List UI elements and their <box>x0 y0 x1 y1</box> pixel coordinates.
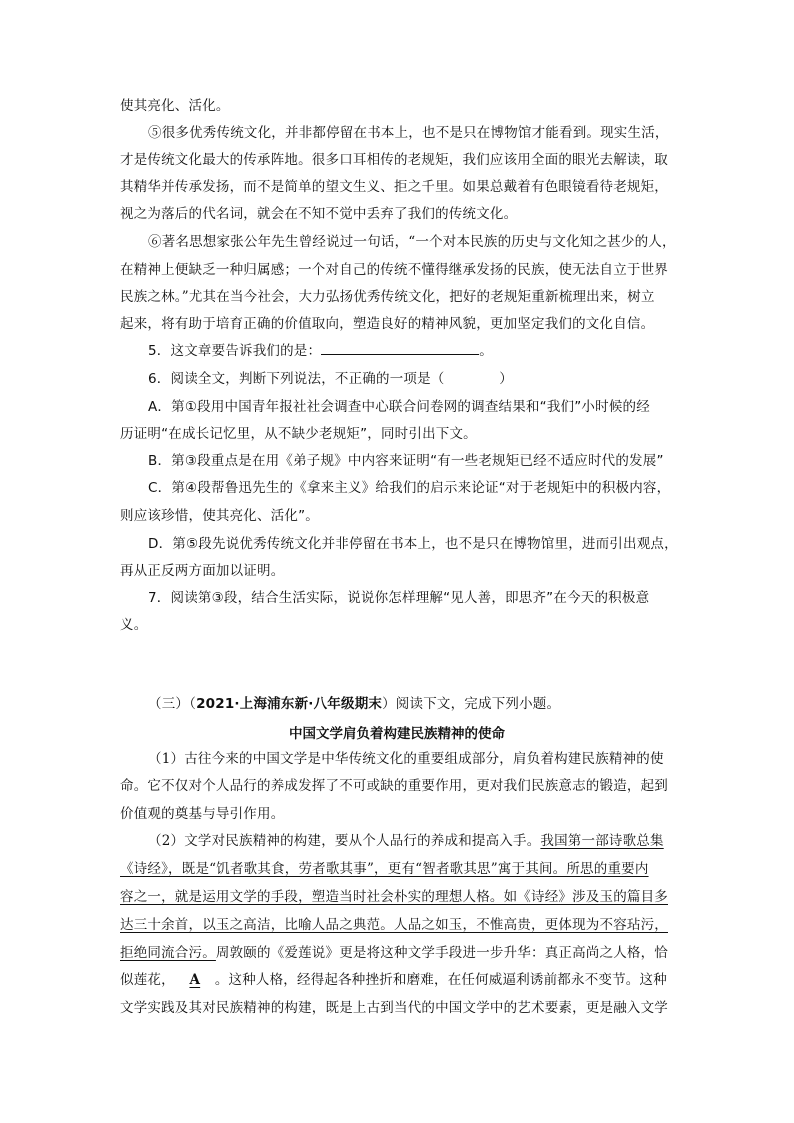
paragraph-2-line: 拒绝同流合污。周敦颐的《爱莲说》更是将这种文学手段进一步升华：真正高尚之人格，恰 <box>120 945 669 961</box>
paragraph-2-line: （2）文学对民族精神的构建，要从个人品行的养成和提高入手。我国第一部诗歌总集 <box>148 833 664 849</box>
passage-line: 使其亮化、活化。 <box>120 98 230 114</box>
paragraph-1-line: （1）古往今来的中国文学是中华传统文化的重要组成部分，肩负着构建民族精神的使 <box>148 751 664 767</box>
blank-a[interactable]: A <box>189 972 201 988</box>
paragraph-6-line: 在精神上便缺乏一种归属感；一个对自己的传统不懂得继承发扬的民族，使无法自立于世界 <box>120 262 668 278</box>
underlined-text: 容之一，就是运用文学的手段，塑造当时社会朴实的理想人格。如《诗经》涉及玉的篇目多 <box>120 889 668 905</box>
question-7-line: 7．阅读第③段，结合生活实际，说说你怎样理解“见人善，即思齐”在今天的积极意 <box>148 590 650 606</box>
source-tag: 2021·上海浦东新·八年级期末 <box>196 696 383 712</box>
underlined-text: 《诗经》，既是“饥者歌其食，劳者歌其事”，更有“智者歌其思”寓于其间。所思的重要内 <box>120 861 649 877</box>
underlined-text: 拒绝同流合污。 <box>120 945 216 961</box>
article-title: 中国文学肩负着构建民族精神的使命 <box>289 726 505 742</box>
paragraph-1-line: 价值观的奠基与导引作用。 <box>120 806 285 822</box>
paragraph-5-line: ⑤很多优秀传统文化，并非都停留在书本上，也不是只在博物馆才能看到。现实生活， <box>148 125 669 141</box>
option-a-line: A．第①段用中国青年报社社会调查中心联合问卷网的调查结果和“我们”小时候的经 <box>148 399 650 415</box>
paragraph-6-line: ⑥著名思想家张公年先生曾经说过一句话，“一个对本民族的历史与文化知之甚少的人， <box>148 234 676 250</box>
option-d-line: D．第⑤段先说优秀传统文化并非停留在书本上，也不是只在博物馆里，进而引出观点， <box>148 536 678 552</box>
option-c-line: 则应该珍惜，使其亮化、活化”。 <box>120 508 319 524</box>
paragraph-1-line: 命。它不仅对个人品行的养成发挥了不可或缺的重要作用，更对我们民族意志的锻造，起到 <box>120 778 668 794</box>
paragraph-5-line: 其精华并传承发扬，而不是简单的望文生义、拒之千里。如果总戴着有色眼镜看待老规矩， <box>120 179 668 195</box>
paragraph-5-line: 才是传统文化最大的传承阵地。很多口耳相传的老规矩，我们应该用全面的眼光去解读，取 <box>120 152 668 168</box>
underlined-text: 达三十余首，以玉之高洁，比喻人品之典范。人品之如玉，不惟高贵，更体现为不容玷污， <box>120 917 668 933</box>
paragraph-2-line: 似莲花， A 。这种人格，经得起各种挫折和磨难，在任何威逼利诱前都永不变节。这种 <box>120 972 667 988</box>
question-5: 5．这文章要告诉我们的是： 。 <box>148 343 493 359</box>
option-a-line: 历证明“在成长记忆里，从不缺少老规矩”，同时引出下文。 <box>120 426 477 442</box>
question-6: 6．阅读全文，判断下列说法，不正确的一项是（ ） <box>148 371 513 387</box>
option-b: B．第③段重点是在用《弟子规》中内容来证明“有一些老规矩已经不适应时代的发展” <box>148 453 664 469</box>
question-5-text: 5．这文章要告诉我们的是： <box>148 343 322 359</box>
underlined-text: 我国第一部诗歌总集 <box>540 833 664 849</box>
option-c-line: C．第④段帮鲁迅先生的《拿来主义》给我们的启示来论证“对于老规矩中的积极内容， <box>148 480 671 496</box>
section-header: （三）（2021·上海浦东新·八年级期末）阅读下文，完成下列小题。 <box>148 696 561 712</box>
paragraph-2-line: 文学实践及其对民族精神的构建，既是上古到当代的中国文学中的艺术要素，更是融入文学 <box>120 1000 668 1016</box>
paragraph-5-line: 视之为落后的代名词，就会在不知不觉中丢弃了我们的传统文化。 <box>120 206 518 222</box>
option-d-line: 再从正反两方面加以证明。 <box>120 563 285 579</box>
paragraph-6-line: 民族之林。”尤其在当今社会，大力弘扬优秀传统文化，把好的老规矩重新梳理出来，树立 <box>120 289 655 305</box>
question-7-line: 义。 <box>120 617 148 633</box>
paragraph-6-line: 起来，将有助于培育正确的价值取向，塑造良好的精神风貌，更加坚定我们的文化自信。 <box>120 316 655 332</box>
answer-blank[interactable] <box>321 342 479 355</box>
